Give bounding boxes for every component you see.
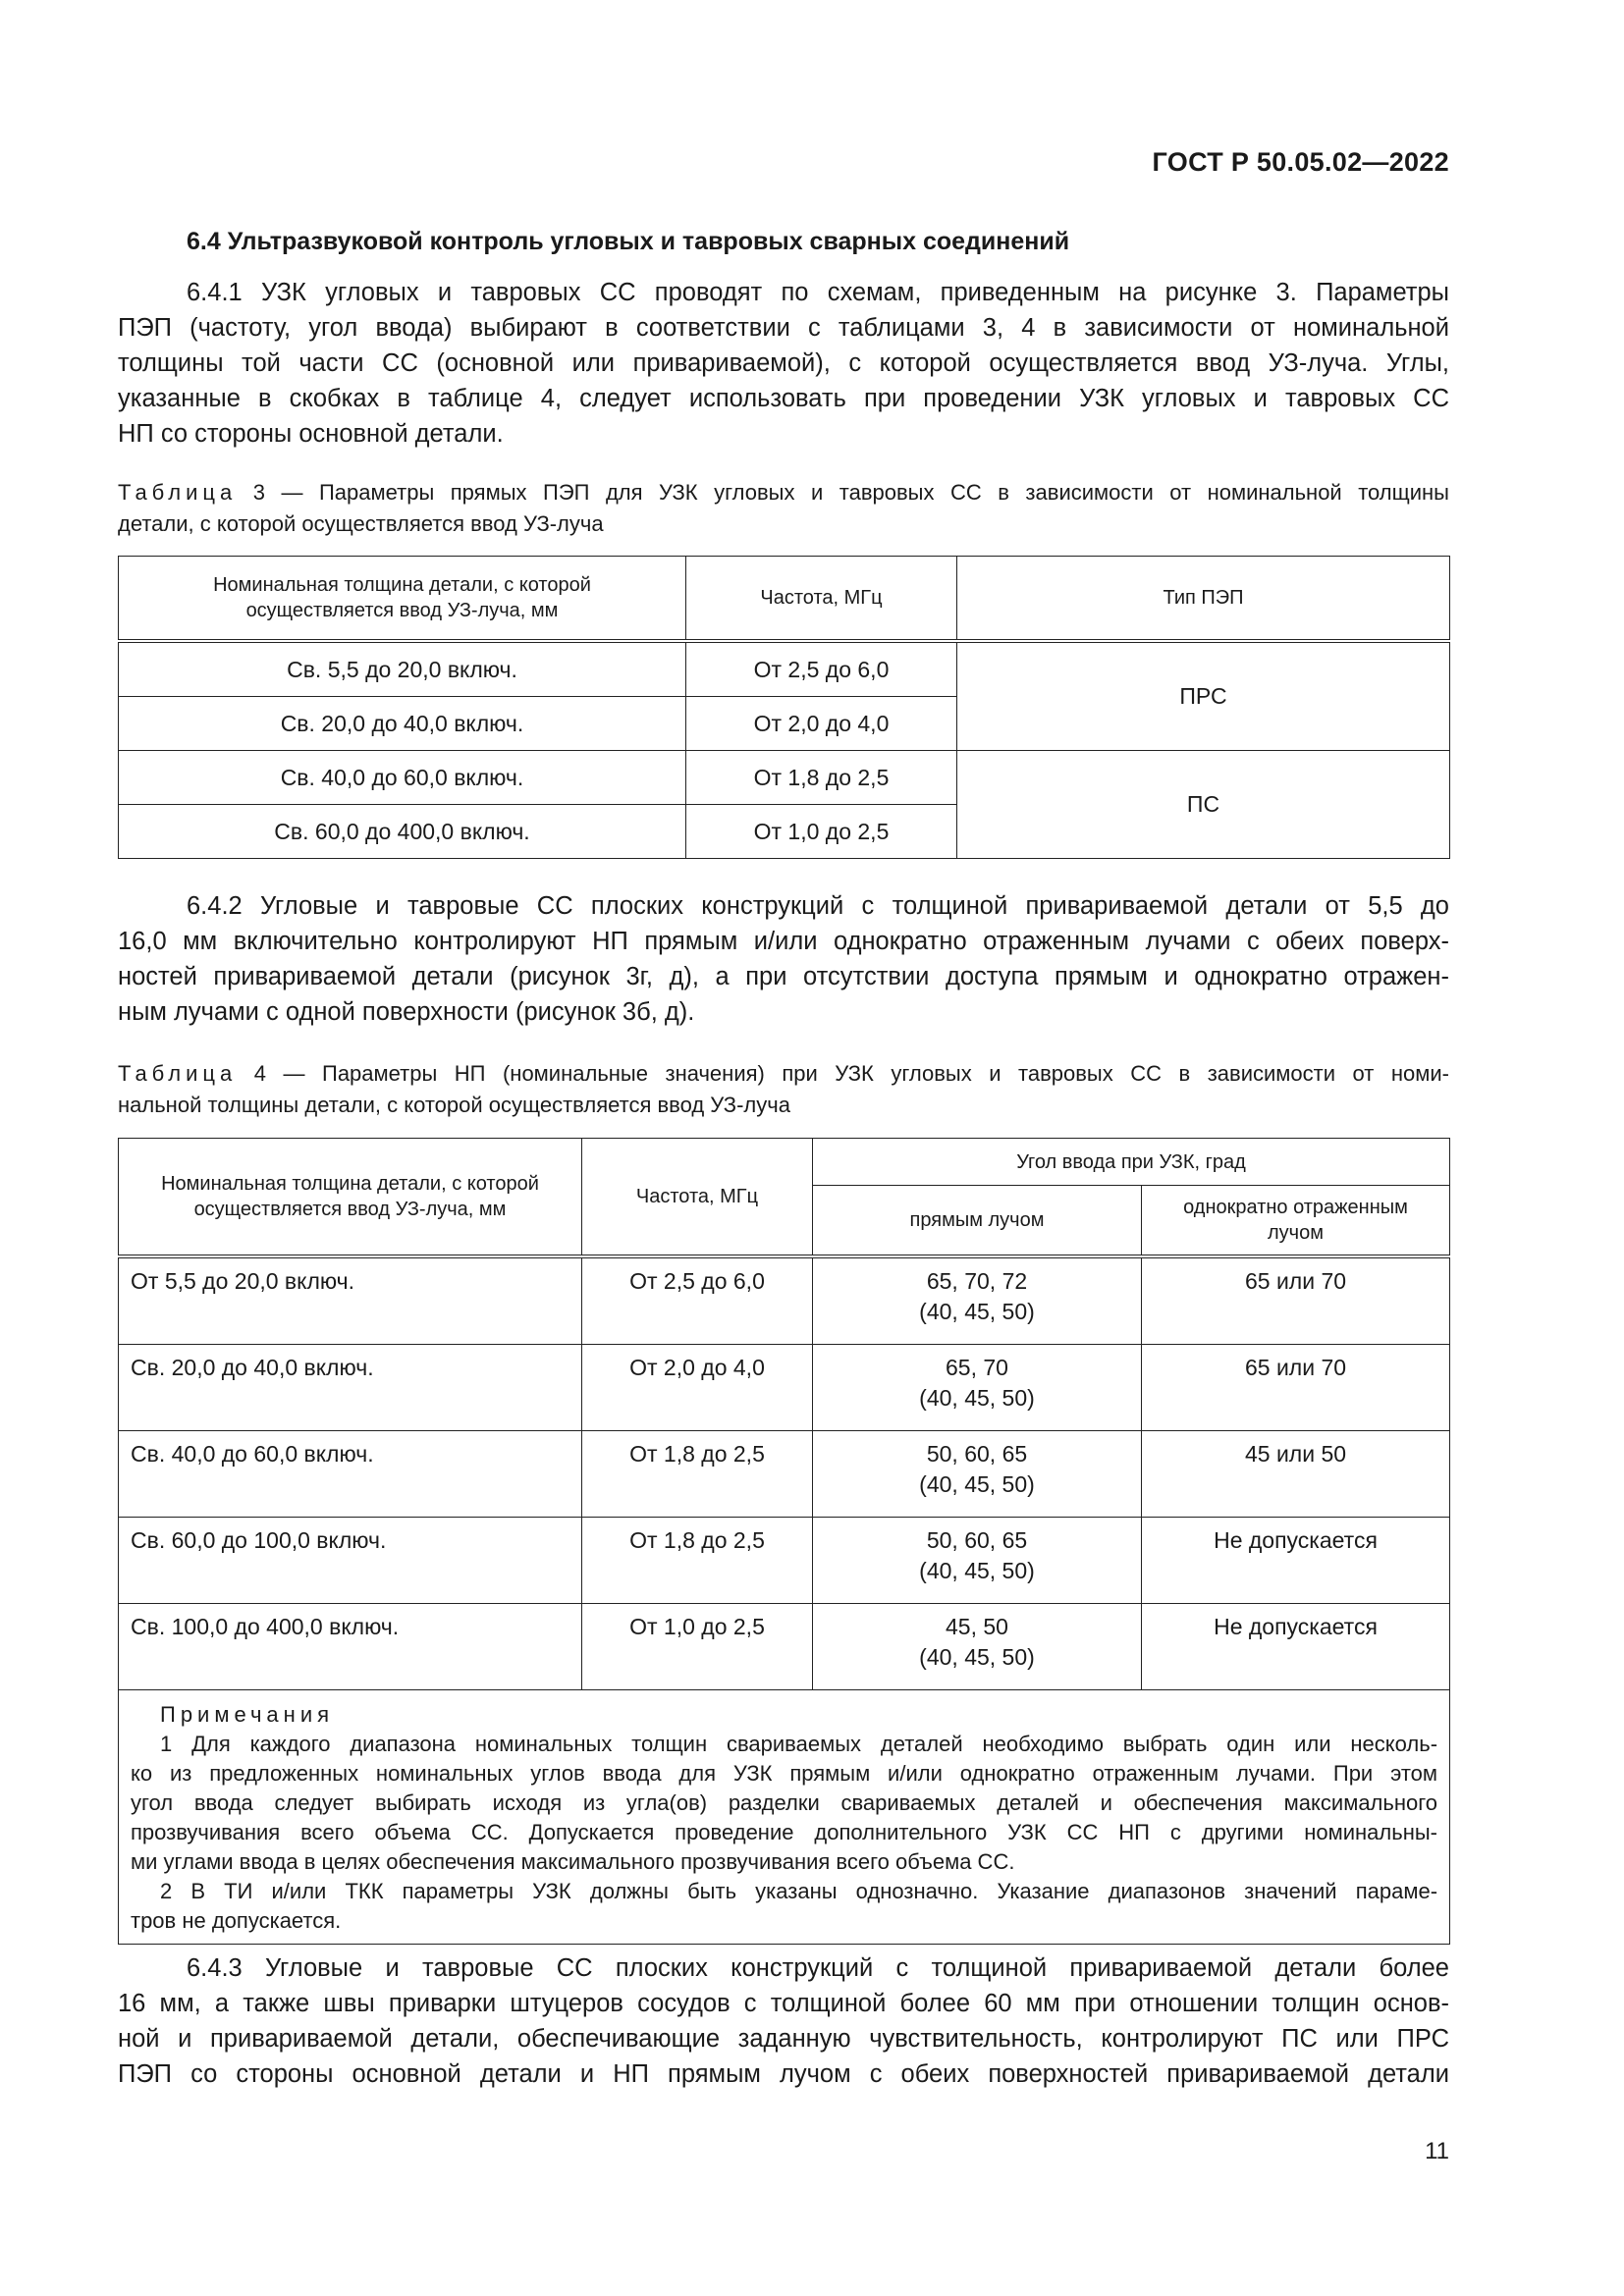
cell-direct (813, 1604, 1142, 1690)
table4-caption (118, 1058, 1449, 1121)
direct-angles: 65, 70, 72 (926, 1268, 1028, 1294)
table3-caption (118, 477, 1449, 540)
cell-frequency: От 2,0 до 4,0 (582, 1345, 813, 1431)
text-line: НП со стороны основной детали. (118, 420, 504, 448)
text-line: ПЭП со стороны основной детали и НП прямым лучом с обеих поверхностей привариваемой детали (118, 2060, 1449, 2088)
table-notes (119, 1690, 1450, 1945)
note-line: угол ввода следует выбирать исходя из угла(ов) разделки свариваемых деталей и обеспечения максимального (131, 1790, 1438, 1815)
table-row (119, 1604, 1450, 1690)
cell-frequency: От 1,0 до 2,5 (686, 805, 957, 859)
cell-type: ПС (957, 751, 1450, 859)
header-angle-group: Угол ввода при УЗК, град (813, 1139, 1450, 1186)
table-header-row (119, 1139, 1450, 1186)
text-line: 16,0 мм включительно контролируют НП прямым и/или однократно отраженным лучами с обеих поверх- (118, 928, 1449, 955)
text-line: 16 мм, а также швы приварки штуцеров сосудов с толщиной более 60 мм при отношении толщин основ- (118, 1990, 1449, 2017)
cell-thickness: Св. 5,5 до 20,0 включ. (119, 641, 686, 697)
cell-thickness: Св. 40,0 до 60,0 включ. (119, 1431, 582, 1518)
note-line: ко из предложенных номинальных углов ввода для УЗК прямым и/или однократно отраженным лучами. При этом (131, 1761, 1438, 1786)
text-line: ной и привариваемой детали, обеспечивающие заданную чувствительность, контролируют ПС или ПРС (118, 2025, 1449, 2053)
cell-reflected: 45 или 50 (1142, 1431, 1450, 1518)
direct-angles: 65, 70 (946, 1355, 1008, 1380)
text-line: ПЭП (частоту, угол ввода) выбирают в соответствии с таблицами 3, 4 в зависимости от номинальной (118, 314, 1449, 342)
header-type: Тип ПЭП (957, 557, 1450, 642)
paragraph-6-4-3 (118, 1950, 1449, 2092)
table-row (119, 1431, 1450, 1518)
cell-thickness: Св. 60,0 до 100,0 включ. (119, 1518, 582, 1604)
text-line: ностей привариваемой детали (рисунок 3г, д), а при отсутствии доступа прямым и однократно отражен- (118, 963, 1449, 990)
page-number: 11 (1425, 2138, 1449, 2164)
cell-frequency: От 1,8 до 2,5 (582, 1431, 813, 1518)
cell-thickness: Св. 100,0 до 400,0 включ. (119, 1604, 582, 1690)
cell-frequency: От 2,5 до 6,0 (582, 1256, 813, 1345)
direct-angles-alt: (40, 45, 50) (919, 1644, 1035, 1670)
cell-reflected: Не допускается (1142, 1604, 1450, 1690)
caption-text: 4 — Параметры НП (номинальные значения) при УЗК угловых и тавровых СС в зависимости от номи- (253, 1061, 1449, 1086)
header-thickness: Номинальная толщина детали, с которой осуществляется ввод УЗ-луча, мм (119, 1139, 582, 1257)
cell-direct (813, 1345, 1142, 1431)
table-row (119, 1345, 1450, 1431)
caption-label: Таблица (118, 480, 238, 505)
table-notes-row (119, 1690, 1450, 1945)
caption-line (118, 477, 1449, 508)
caption-line: нальной толщины детали, с которой осуществляется ввод УЗ-луча (118, 1093, 790, 1117)
header-thickness: Номинальная толщина детали, с которой осуществляется ввод УЗ-луча, мм (119, 557, 686, 642)
cell-frequency: От 2,0 до 4,0 (686, 697, 957, 751)
cell-thickness: Св. 40,0 до 60,0 включ. (119, 751, 686, 805)
document-code: ГОСТ Р 50.05.02—2022 (1152, 147, 1449, 177)
direct-angles: 50, 60, 65 (926, 1527, 1028, 1553)
paragraph-6-4-1 (118, 275, 1449, 452)
cell-thickness: Св. 20,0 до 40,0 включ. (119, 697, 686, 751)
caption-line (118, 1058, 1449, 1090)
paragraph-6-4-2 (118, 888, 1449, 1030)
cell-frequency: От 2,5 до 6,0 (686, 641, 957, 697)
cell-reflected: 65 или 70 (1142, 1256, 1450, 1345)
table-row (119, 751, 1450, 805)
direct-angles: 50, 60, 65 (926, 1441, 1028, 1467)
cell-frequency: От 1,0 до 2,5 (582, 1604, 813, 1690)
direct-angles-alt: (40, 45, 50) (919, 1558, 1035, 1583)
direct-angles-alt: (40, 45, 50) (919, 1385, 1035, 1411)
direct-angles: 45, 50 (946, 1614, 1008, 1639)
text-line: 6.4.2 Угловые и тавровые СС плоских конструкций с толщиной привариваемой детали от 5,5 до (187, 892, 1449, 920)
caption-text: 3 — Параметры прямых ПЭП для УЗК угловых и тавровых СС в зависимости от номинальной толщины (252, 480, 1449, 505)
table-header-row (119, 557, 1450, 642)
header-direct: прямым лучом (813, 1186, 1142, 1257)
table-row (119, 641, 1450, 697)
cell-thickness: Св. 60,0 до 400,0 включ. (119, 805, 686, 859)
section-title: 6.4 Ультразвуковой контроль угловых и тавровых сварных соединений (187, 228, 1070, 255)
direct-angles-alt: (40, 45, 50) (919, 1471, 1035, 1497)
text-line: указанные в скобках в таблице 4, следует использовать при проведении УЗК угловых и тавровых СС (118, 385, 1449, 412)
text-line: толщины той части СС (основной или привариваемой), с которой осуществляется ввод УЗ-луча. Углы, (118, 349, 1449, 377)
direct-angles-alt: (40, 45, 50) (919, 1299, 1035, 1324)
table-row (119, 1256, 1450, 1345)
text-line: ным лучами с одной поверхности (рисунок 3б, д). (118, 998, 695, 1026)
table-row (119, 1518, 1450, 1604)
header-reflected: однократно отраженным лучом (1142, 1186, 1450, 1257)
caption-label: Таблица (118, 1061, 238, 1086)
note-line: ми углами ввода в целях обеспечения максимального прозвучивания всего объема СС. (131, 1849, 1015, 1874)
note-line: 1 Для каждого диапазона номинальных толщин свариваемых деталей необходимо выбрать один или несколь- (160, 1732, 1438, 1756)
cell-reflected: Не допускается (1142, 1518, 1450, 1604)
cell-reflected: 65 или 70 (1142, 1345, 1450, 1431)
table-3 (118, 556, 1450, 859)
cell-thickness: От 5,5 до 20,0 включ. (119, 1256, 582, 1345)
table-4 (118, 1138, 1450, 1945)
text-line: 6.4.3 Угловые и тавровые СС плоских конструкций с толщиной привариваемой детали более (187, 1954, 1449, 1982)
header-frequency: Частота, МГц (686, 557, 957, 642)
text-line: 6.4.1 УЗК угловых и тавровых СС проводят по схемам, приведенным на рисунке 3. Параметры (187, 279, 1449, 306)
cell-thickness: Св. 20,0 до 40,0 включ. (119, 1345, 582, 1431)
note-line: тров не допускается. (131, 1908, 342, 1933)
notes-title: Примечания (160, 1702, 335, 1727)
cell-direct (813, 1256, 1142, 1345)
cell-frequency: От 1,8 до 2,5 (582, 1518, 813, 1604)
cell-type: ПРС (957, 641, 1450, 751)
note-line: 2 В ТИ и/или ТКК параметры УЗК должны быть указаны однозначно. Указание диапазонов значений параме- (160, 1879, 1438, 1903)
cell-direct (813, 1518, 1142, 1604)
note-line: прозвучивания всего объема СС. Допускается проведение дополнительного УЗК СС НП с другими номинальны- (131, 1820, 1438, 1844)
caption-line: детали, с которой осуществляется ввод УЗ-луча (118, 511, 604, 536)
cell-direct (813, 1431, 1142, 1518)
cell-frequency: От 1,8 до 2,5 (686, 751, 957, 805)
header-frequency: Частота, МГц (582, 1139, 813, 1257)
